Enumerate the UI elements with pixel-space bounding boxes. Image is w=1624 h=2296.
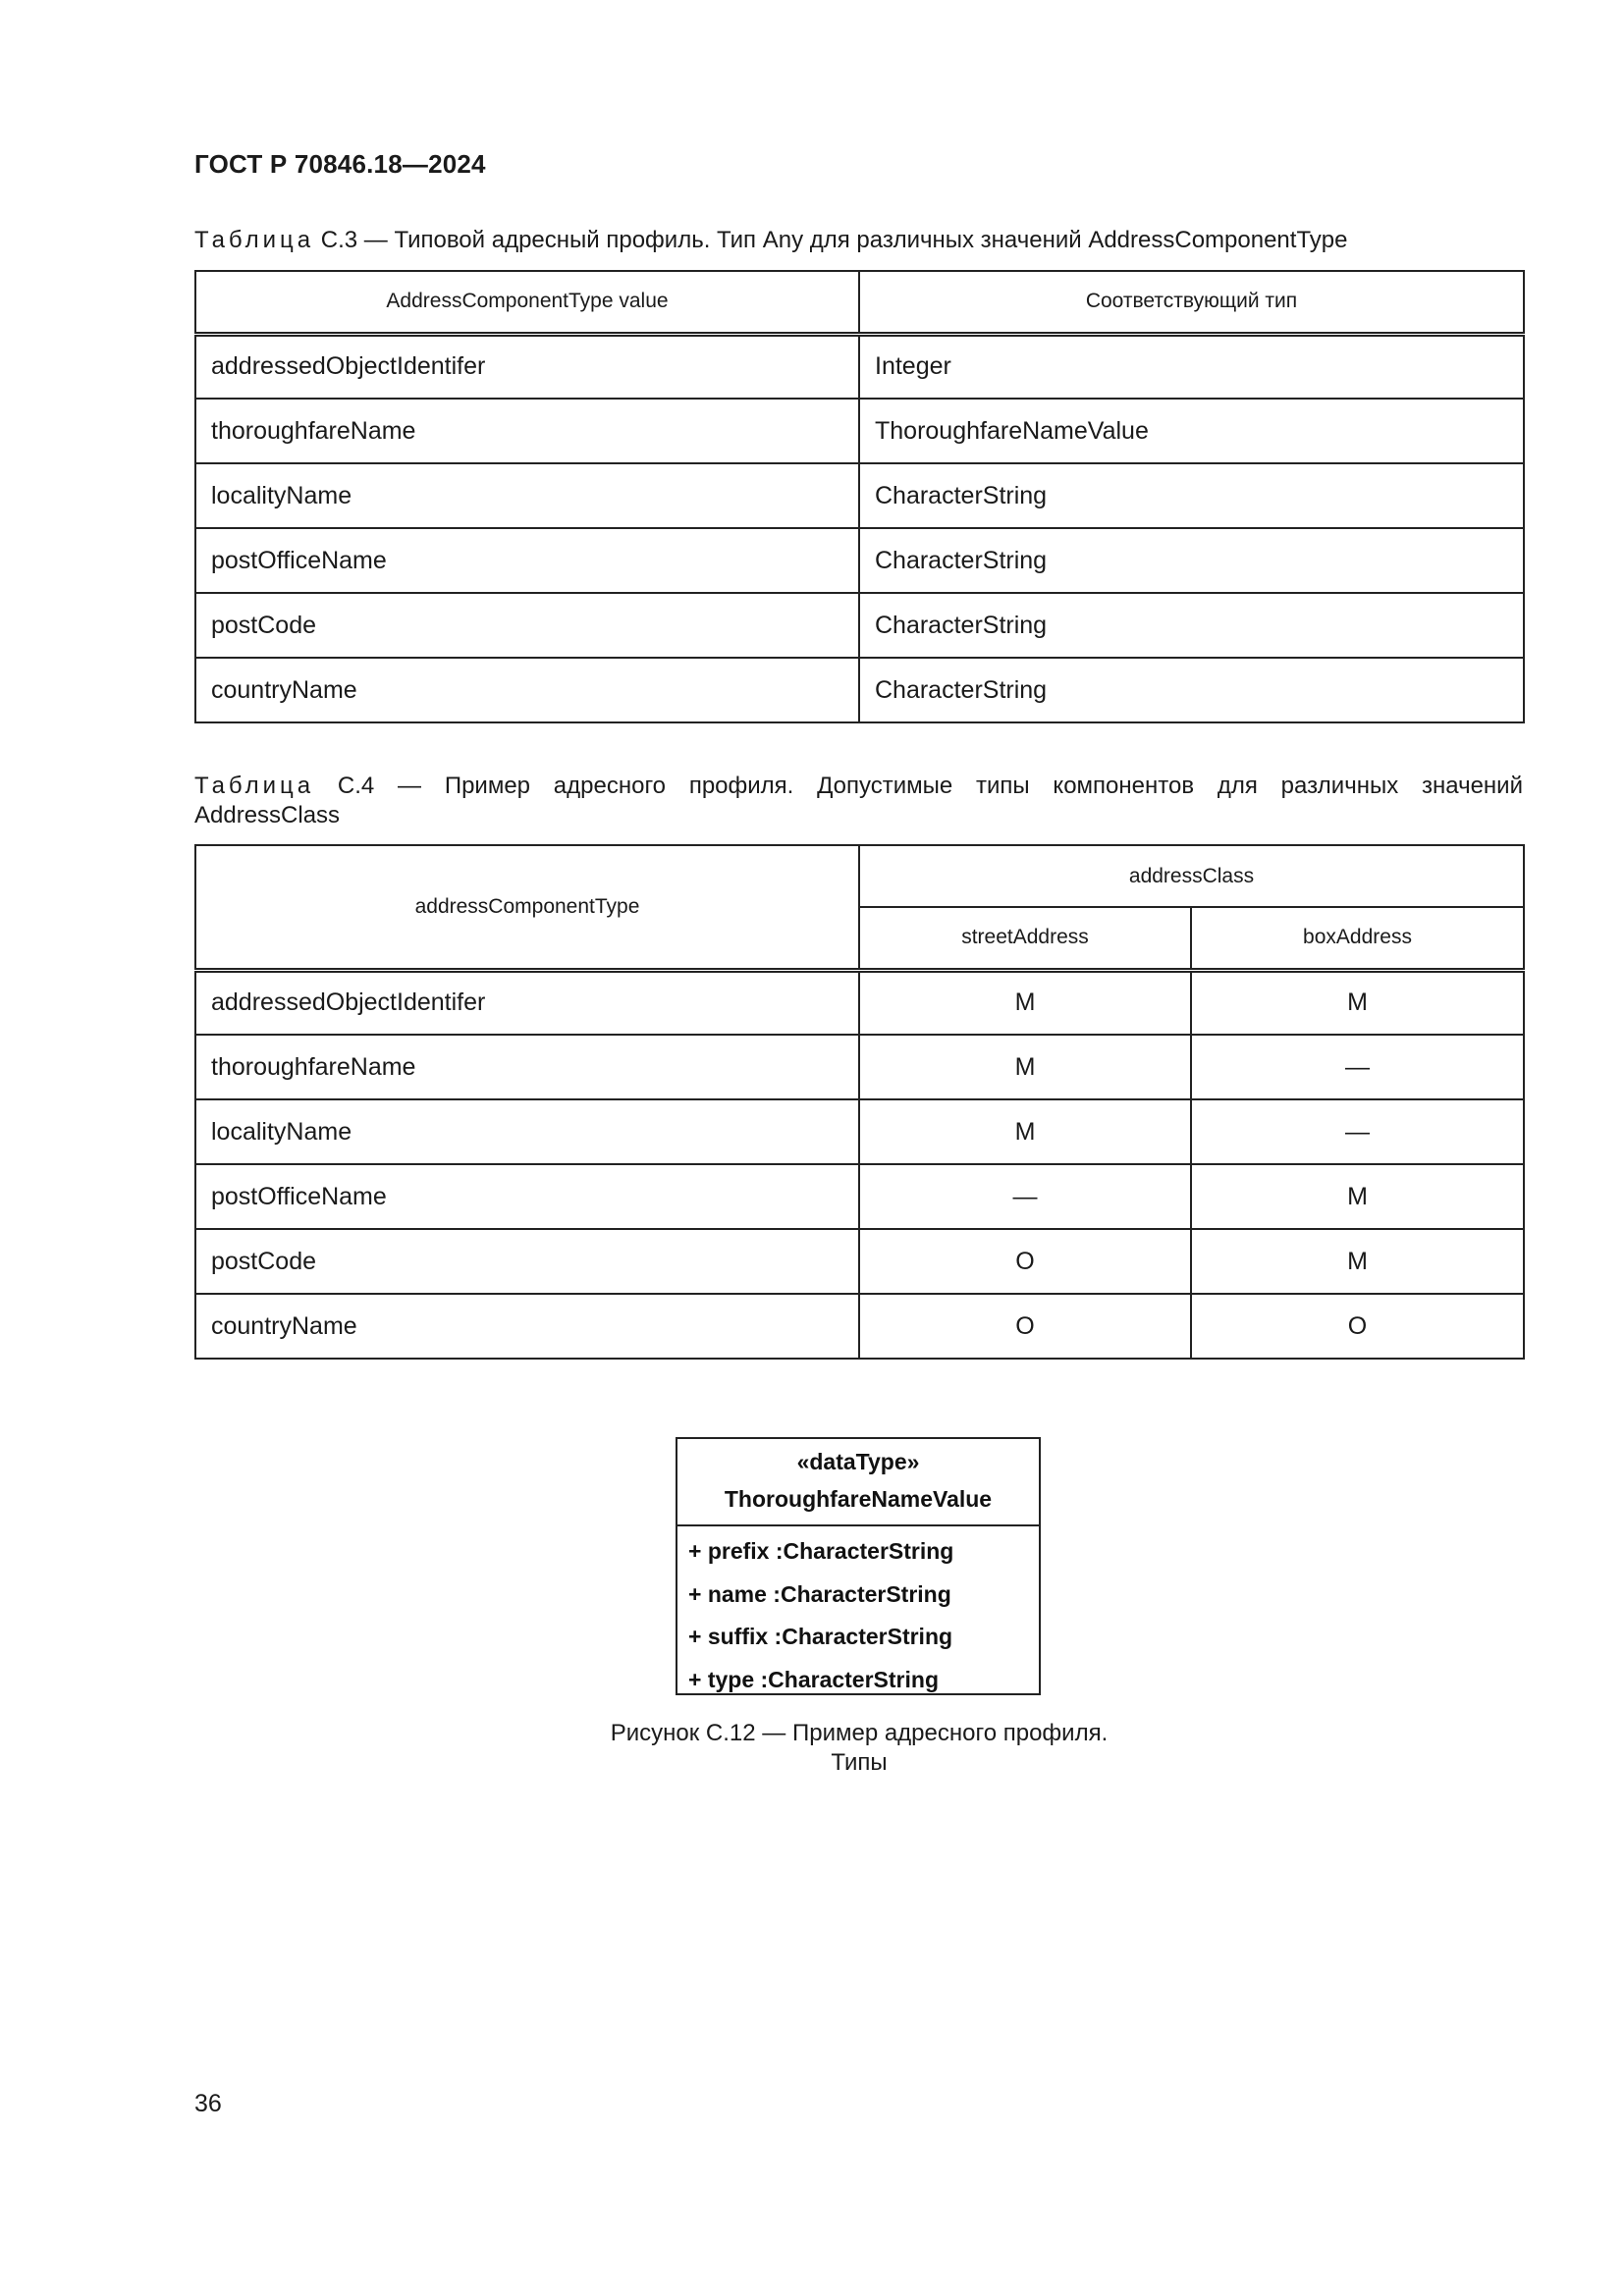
table-row bbox=[195, 463, 1524, 528]
table-cell: countryName bbox=[195, 1294, 859, 1359]
table-cell: — bbox=[859, 1164, 1191, 1229]
uml-attribute: + prefix :CharacterString bbox=[688, 1538, 954, 1564]
table-cell: postOfficeName bbox=[195, 1164, 859, 1229]
table-row bbox=[195, 334, 1524, 399]
column-header: AddressComponentType value bbox=[195, 271, 859, 334]
table-header-row bbox=[195, 271, 1524, 334]
table-cell: M bbox=[1191, 1229, 1524, 1294]
table-cell: M bbox=[859, 970, 1191, 1035]
table-row bbox=[195, 658, 1524, 722]
table-cell: postCode bbox=[195, 593, 859, 658]
table-cell: M bbox=[859, 1035, 1191, 1099]
uml-class-header bbox=[677, 1439, 1039, 1526]
table-cell: countryName bbox=[195, 658, 859, 722]
figure-caption bbox=[589, 1719, 1129, 1778]
table-cell: M bbox=[859, 1099, 1191, 1164]
table-c4-caption bbox=[194, 772, 1523, 830]
table-cell: — bbox=[1191, 1035, 1524, 1099]
table-row bbox=[195, 970, 1524, 1035]
table-row bbox=[195, 1294, 1524, 1359]
table-cell: thoroughfareName bbox=[195, 1035, 859, 1099]
table-cell: O bbox=[859, 1229, 1191, 1294]
table-header-row bbox=[195, 845, 1524, 907]
uml-attribute: + name :CharacterString bbox=[688, 1580, 951, 1607]
table-c3-caption-text: С.3 — Типовой адресный профиль. Тип Any для различных значений AddressComponentType bbox=[320, 227, 1348, 253]
table-row bbox=[195, 1035, 1524, 1099]
table-cell: M bbox=[1191, 1164, 1524, 1229]
table-cell: addressedObjectIdentifer bbox=[195, 970, 859, 1035]
uml-class-name: ThoroughfareNameValue bbox=[724, 1486, 993, 1512]
table-row bbox=[195, 593, 1524, 658]
table-cell: Integer bbox=[859, 334, 1524, 399]
table-row bbox=[195, 1229, 1524, 1294]
table-cell: CharacterString bbox=[859, 463, 1524, 528]
table-row bbox=[195, 528, 1524, 593]
column-group-header: addressClass bbox=[859, 845, 1524, 907]
table-cell: localityName bbox=[195, 1099, 859, 1164]
figure-caption-line1: Рисунок С.12 — Пример адресного профиля. bbox=[610, 1720, 1109, 1746]
table-cell: — bbox=[1191, 1099, 1524, 1164]
table-cell: O bbox=[859, 1294, 1191, 1359]
page-number: 36 bbox=[194, 2090, 222, 2117]
uml-stereotype: «dataType» bbox=[796, 1449, 920, 1474]
table-c4-caption-line2: AddressClass bbox=[194, 802, 341, 828]
table-cell: addressedObjectIdentifer bbox=[195, 334, 859, 399]
table-cell: CharacterString bbox=[859, 593, 1524, 658]
column-header: streetAddress bbox=[859, 907, 1191, 970]
column-header: Соответствующий тип bbox=[859, 271, 1524, 334]
table-cell: localityName bbox=[195, 463, 859, 528]
table-cell: ThoroughfareNameValue bbox=[859, 399, 1524, 463]
table-cell: postCode bbox=[195, 1229, 859, 1294]
uml-attribute: + type :CharacterString bbox=[688, 1666, 939, 1692]
table-row bbox=[195, 1099, 1524, 1164]
table-cell: thoroughfareName bbox=[195, 399, 859, 463]
table-cell: CharacterString bbox=[859, 658, 1524, 722]
table-c4 bbox=[194, 844, 1525, 1360]
table-c3-caption-label: Таблица bbox=[194, 227, 315, 253]
column-header: boxAddress bbox=[1191, 907, 1524, 970]
table-row bbox=[195, 1164, 1524, 1229]
table-cell: postOfficeName bbox=[195, 528, 859, 593]
table-c3 bbox=[194, 270, 1525, 723]
document-header: ГОСТ Р 70846.18—2024 bbox=[194, 149, 486, 179]
table-c3-caption bbox=[194, 226, 1347, 255]
table-c4-caption-text: С.4 — Пример адресного профиля. Допустимые типы компонентов для различных значений bbox=[337, 773, 1523, 799]
uml-class-box bbox=[676, 1437, 1041, 1695]
uml-attribute-list bbox=[677, 1526, 1039, 1701]
table-cell: O bbox=[1191, 1294, 1524, 1359]
column-header: addressComponentType bbox=[195, 845, 859, 970]
uml-attribute: + suffix :CharacterString bbox=[688, 1624, 953, 1649]
figure-caption-line2: Типы bbox=[831, 1749, 888, 1776]
table-cell: CharacterString bbox=[859, 528, 1524, 593]
table-cell: M bbox=[1191, 970, 1524, 1035]
table-row bbox=[195, 399, 1524, 463]
table-c4-caption-line1 bbox=[194, 772, 1523, 801]
table-c4-caption-label: Таблица bbox=[194, 773, 315, 799]
